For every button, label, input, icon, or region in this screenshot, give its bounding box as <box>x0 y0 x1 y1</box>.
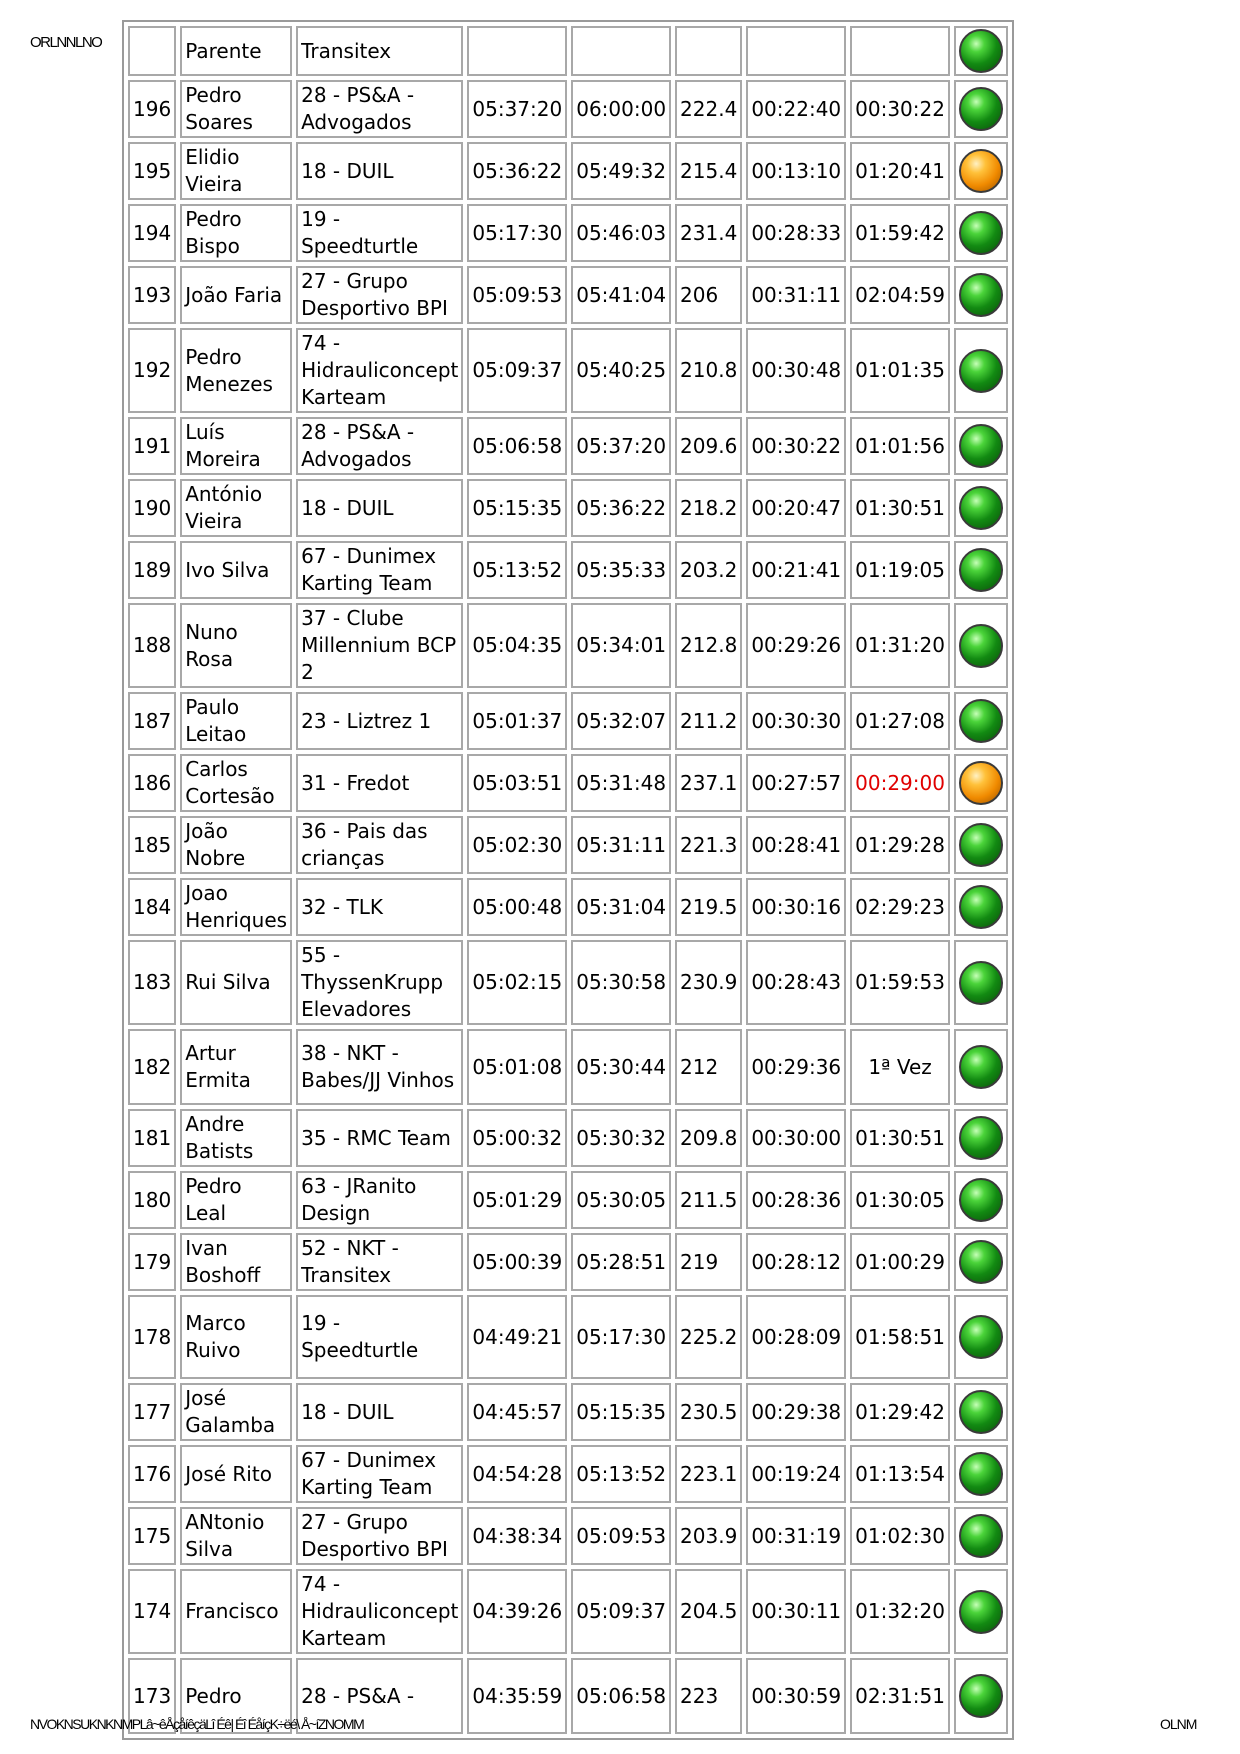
status-cell <box>954 328 1008 413</box>
driver-name-cell: Elidio Vieira <box>180 142 292 200</box>
start-time-cell: 05:13:52 <box>467 541 567 599</box>
status-cell <box>954 266 1008 324</box>
speed-cell: 204.5 <box>675 1569 742 1654</box>
best-time-cell: 01:58:51 <box>850 1295 950 1379</box>
table-row <box>128 204 1008 262</box>
end-time-cell: 05:49:32 <box>571 142 671 200</box>
start-time-cell: 05:04:35 <box>467 603 567 688</box>
status-cell <box>954 142 1008 200</box>
start-time-cell: 05:15:35 <box>467 479 567 537</box>
lap-number-cell: 187 <box>128 692 176 750</box>
best-time-cell: 01:19:05 <box>850 541 950 599</box>
speed-cell: 206 <box>675 266 742 324</box>
lap-duration-cell: 00:20:47 <box>746 479 846 537</box>
team-cell: 31 - Fredot <box>296 754 463 812</box>
team-cell: 18 - DUIL <box>296 1383 463 1441</box>
table-row <box>128 816 1008 874</box>
start-time-cell: 04:35:59 <box>467 1658 567 1734</box>
lap-duration-cell: 00:28:43 <box>746 940 846 1025</box>
start-time-cell: 05:00:39 <box>467 1233 567 1291</box>
table-row <box>128 328 1008 413</box>
best-time-cell: 01:27:08 <box>850 692 950 750</box>
laps-table-body <box>128 26 1008 1734</box>
end-time-cell: 05:31:48 <box>571 754 671 812</box>
status-cell <box>954 816 1008 874</box>
driver-name-cell: Parente <box>180 26 292 76</box>
driver-name-cell: João Nobre <box>180 816 292 874</box>
driver-name-cell: Paulo Leitao <box>180 692 292 750</box>
speed-cell: 219 <box>675 1233 742 1291</box>
page-footer-url: NVOKNSUKNKNMPLâ~êÅçåíêçäLî Éê| Éî ÉåíçK÷ëé\ Å~íZNOMM <box>30 1716 364 1732</box>
best-time-cell: 01:31:20 <box>850 603 950 688</box>
lap-duration-cell: 00:13:10 <box>746 142 846 200</box>
start-time-cell <box>467 26 567 76</box>
end-time-cell: 05:46:03 <box>571 204 671 262</box>
green-status-light-icon <box>959 29 1003 73</box>
status-cell <box>954 1029 1008 1105</box>
green-status-light-icon <box>959 1452 1003 1496</box>
lap-duration-cell: 00:30:30 <box>746 692 846 750</box>
lap-duration-cell: 00:22:40 <box>746 80 846 138</box>
driver-name-cell: Carlos Cortesão <box>180 754 292 812</box>
best-time-cell: 01:30:51 <box>850 1109 950 1167</box>
end-time-cell <box>571 26 671 76</box>
best-time-cell: 01:01:35 <box>850 328 950 413</box>
start-time-cell: 05:36:22 <box>467 142 567 200</box>
end-time-cell: 05:30:44 <box>571 1029 671 1105</box>
speed-cell: 209.6 <box>675 417 742 475</box>
team-cell: 28 - PS&A - <box>296 1658 463 1734</box>
table-row <box>128 142 1008 200</box>
lap-number-cell: 196 <box>128 80 176 138</box>
best-time-cell: 1ª Vez <box>850 1029 950 1105</box>
table-row <box>128 541 1008 599</box>
start-time-cell: 04:45:57 <box>467 1383 567 1441</box>
table-row <box>128 1569 1008 1654</box>
best-time-cell: 02:31:51 <box>850 1658 950 1734</box>
team-cell: 55 - ThyssenKrupp Elevadores <box>296 940 463 1025</box>
best-time-cell: 01:30:51 <box>850 479 950 537</box>
start-time-cell: 05:17:30 <box>467 204 567 262</box>
team-cell: 35 - RMC Team <box>296 1109 463 1167</box>
green-status-light-icon <box>959 211 1003 255</box>
status-cell <box>954 1507 1008 1565</box>
speed-cell: 212.8 <box>675 603 742 688</box>
best-time-cell: 01:29:28 <box>850 816 950 874</box>
orange-status-light-icon <box>959 761 1003 805</box>
speed-cell: 237.1 <box>675 754 742 812</box>
lap-number-cell: 194 <box>128 204 176 262</box>
best-time-cell: 01:32:20 <box>850 1569 950 1654</box>
end-time-cell: 05:09:37 <box>571 1569 671 1654</box>
lap-duration-cell: 00:28:09 <box>746 1295 846 1379</box>
driver-name-cell: Pedro <box>180 1658 292 1734</box>
end-time-cell: 05:17:30 <box>571 1295 671 1379</box>
lap-duration-cell: 00:28:33 <box>746 204 846 262</box>
lap-duration-cell: 00:28:12 <box>746 1233 846 1291</box>
end-time-cell: 05:34:01 <box>571 603 671 688</box>
table-row <box>128 754 1008 812</box>
table-row <box>128 1507 1008 1565</box>
speed-cell: 218.2 <box>675 479 742 537</box>
best-time-cell: 02:04:59 <box>850 266 950 324</box>
status-cell <box>954 417 1008 475</box>
lap-duration-cell <box>746 26 846 76</box>
green-status-light-icon <box>959 1590 1003 1634</box>
team-cell: 74 - Hidrauliconcept Karteam <box>296 328 463 413</box>
green-status-light-icon <box>959 885 1003 929</box>
end-time-cell: 05:31:04 <box>571 878 671 936</box>
speed-cell: 222.4 <box>675 80 742 138</box>
table-row <box>128 417 1008 475</box>
status-cell <box>954 878 1008 936</box>
lap-number-cell: 183 <box>128 940 176 1025</box>
driver-name-cell: Pedro Soares <box>180 80 292 138</box>
green-status-light-icon <box>959 1240 1003 1284</box>
lap-duration-cell: 00:21:41 <box>746 541 846 599</box>
lap-duration-cell: 00:28:41 <box>746 816 846 874</box>
driver-name-cell: João Faria <box>180 266 292 324</box>
lap-number-cell: 186 <box>128 754 176 812</box>
green-status-light-icon <box>959 823 1003 867</box>
lap-number-cell <box>128 26 176 76</box>
driver-name-cell: Rui Silva <box>180 940 292 1025</box>
start-time-cell: 05:00:32 <box>467 1109 567 1167</box>
lap-number-cell: 176 <box>128 1445 176 1503</box>
end-time-cell: 05:13:52 <box>571 1445 671 1503</box>
best-time-cell: 01:30:05 <box>850 1171 950 1229</box>
end-time-cell: 05:40:25 <box>571 328 671 413</box>
green-status-light-icon <box>959 961 1003 1005</box>
lap-number-cell: 180 <box>128 1171 176 1229</box>
status-cell <box>954 603 1008 688</box>
driver-name-cell: Luís Moreira <box>180 417 292 475</box>
team-cell: 28 - PS&A - Advogados <box>296 417 463 475</box>
team-cell: 19 - Speedturtle <box>296 204 463 262</box>
start-time-cell: 04:54:28 <box>467 1445 567 1503</box>
lap-duration-cell: 00:30:11 <box>746 1569 846 1654</box>
status-cell <box>954 1109 1008 1167</box>
green-status-light-icon <box>959 349 1003 393</box>
table-row <box>128 80 1008 138</box>
best-time-cell: 01:02:30 <box>850 1507 950 1565</box>
driver-name-cell: Marco Ruivo <box>180 1295 292 1379</box>
lap-duration-cell: 00:30:00 <box>746 1109 846 1167</box>
driver-name-cell: Pedro Menezes <box>180 328 292 413</box>
status-cell <box>954 80 1008 138</box>
table-row <box>128 1383 1008 1441</box>
speed-cell: 212 <box>675 1029 742 1105</box>
driver-name-cell: António Vieira <box>180 479 292 537</box>
table-row <box>128 1109 1008 1167</box>
start-time-cell: 05:00:48 <box>467 878 567 936</box>
status-cell <box>954 1233 1008 1291</box>
speed-cell: 223.1 <box>675 1445 742 1503</box>
table-row <box>128 266 1008 324</box>
lap-duration-cell: 00:29:38 <box>746 1383 846 1441</box>
lap-number-cell: 181 <box>128 1109 176 1167</box>
status-cell <box>954 479 1008 537</box>
driver-name-cell: José Galamba <box>180 1383 292 1441</box>
end-time-cell: 05:37:20 <box>571 417 671 475</box>
orange-status-light-icon <box>959 149 1003 193</box>
green-status-light-icon <box>959 1116 1003 1160</box>
status-cell <box>954 1295 1008 1379</box>
start-time-cell: 05:02:15 <box>467 940 567 1025</box>
driver-name-cell: Andre Batists <box>180 1109 292 1167</box>
green-status-light-icon <box>959 1315 1003 1359</box>
team-cell: 27 - Grupo Desportivo BPI <box>296 1507 463 1565</box>
lap-number-cell: 178 <box>128 1295 176 1379</box>
best-time-cell: 00:30:22 <box>850 80 950 138</box>
status-cell <box>954 204 1008 262</box>
start-time-cell: 05:03:51 <box>467 754 567 812</box>
speed-cell: 230.5 <box>675 1383 742 1441</box>
end-time-cell: 05:09:53 <box>571 1507 671 1565</box>
speed-cell: 210.8 <box>675 328 742 413</box>
lap-duration-cell: 00:19:24 <box>746 1445 846 1503</box>
lap-duration-cell: 00:30:59 <box>746 1658 846 1734</box>
status-cell <box>954 1383 1008 1441</box>
status-cell <box>954 754 1008 812</box>
lap-duration-cell: 00:31:19 <box>746 1507 846 1565</box>
lap-duration-cell: 00:27:57 <box>746 754 846 812</box>
lap-number-cell: 189 <box>128 541 176 599</box>
status-cell <box>954 1171 1008 1229</box>
end-time-cell: 05:28:51 <box>571 1233 671 1291</box>
green-status-light-icon <box>959 87 1003 131</box>
laps-table-viewport <box>122 38 1012 1708</box>
driver-name-cell: Joao Henriques <box>180 878 292 936</box>
lap-number-cell: 179 <box>128 1233 176 1291</box>
driver-name-cell: Pedro Leal <box>180 1171 292 1229</box>
lap-number-cell: 175 <box>128 1507 176 1565</box>
driver-name-cell: José Rito <box>180 1445 292 1503</box>
speed-cell: 215.4 <box>675 142 742 200</box>
best-time-cell: 01:20:41 <box>850 142 950 200</box>
start-time-cell: 04:39:26 <box>467 1569 567 1654</box>
driver-name-cell: Nuno Rosa <box>180 603 292 688</box>
team-cell: 27 - Grupo Desportivo BPI <box>296 266 463 324</box>
green-status-light-icon <box>959 699 1003 743</box>
driver-name-cell: Pedro Bispo <box>180 204 292 262</box>
best-time-cell: 01:59:53 <box>850 940 950 1025</box>
best-time-cell <box>850 26 950 76</box>
green-status-light-icon <box>959 1390 1003 1434</box>
speed-cell: 230.9 <box>675 940 742 1025</box>
table-row <box>128 1029 1008 1105</box>
team-cell: 18 - DUIL <box>296 479 463 537</box>
end-time-cell: 05:35:33 <box>571 541 671 599</box>
green-status-light-icon <box>959 548 1003 592</box>
team-cell: 74 - Hidrauliconcept Karteam <box>296 1569 463 1654</box>
green-status-light-icon <box>959 624 1003 668</box>
table-row <box>128 603 1008 688</box>
green-status-light-icon <box>959 1674 1003 1718</box>
team-cell: 63 - JRanito Design <box>296 1171 463 1229</box>
page-header-left: ORLNNLNO <box>30 34 102 51</box>
lap-number-cell: 191 <box>128 417 176 475</box>
start-time-cell: 05:02:30 <box>467 816 567 874</box>
best-time-cell: 01:13:54 <box>850 1445 950 1503</box>
green-status-light-icon <box>959 1045 1003 1089</box>
driver-name-cell: Francisco <box>180 1569 292 1654</box>
driver-name-cell: Artur Ermita <box>180 1029 292 1105</box>
end-time-cell: 05:31:11 <box>571 816 671 874</box>
table-row <box>128 878 1008 936</box>
table-row <box>128 26 1008 76</box>
best-time-cell: 01:29:42 <box>850 1383 950 1441</box>
start-time-cell: 05:37:20 <box>467 80 567 138</box>
green-status-light-icon <box>959 273 1003 317</box>
lap-number-cell: 192 <box>128 328 176 413</box>
end-time-cell: 05:32:07 <box>571 692 671 750</box>
start-time-cell: 05:01:37 <box>467 692 567 750</box>
lap-duration-cell: 00:29:26 <box>746 603 846 688</box>
lap-number-cell: 193 <box>128 266 176 324</box>
lap-number-cell: 174 <box>128 1569 176 1654</box>
lap-number-cell: 173 <box>128 1658 176 1734</box>
speed-cell: 223 <box>675 1658 742 1734</box>
speed-cell: 225.2 <box>675 1295 742 1379</box>
end-time-cell: 05:36:22 <box>571 479 671 537</box>
status-cell <box>954 541 1008 599</box>
status-cell <box>954 1658 1008 1734</box>
best-time-cell: 01:59:42 <box>850 204 950 262</box>
green-status-light-icon <box>959 1178 1003 1222</box>
lap-number-cell: 177 <box>128 1383 176 1441</box>
speed-cell: 203.2 <box>675 541 742 599</box>
team-cell: Transitex <box>296 26 463 76</box>
speed-cell <box>675 26 742 76</box>
start-time-cell: 05:06:58 <box>467 417 567 475</box>
lap-duration-cell: 00:30:16 <box>746 878 846 936</box>
team-cell: 28 - PS&A - Advogados <box>296 80 463 138</box>
status-cell <box>954 692 1008 750</box>
end-time-cell: 05:41:04 <box>571 266 671 324</box>
team-cell: 32 - TLK <box>296 878 463 936</box>
end-time-cell: 06:00:00 <box>571 80 671 138</box>
status-cell <box>954 1569 1008 1654</box>
lap-duration-cell: 00:29:36 <box>746 1029 846 1105</box>
team-cell: 36 - Pais das crianças <box>296 816 463 874</box>
end-time-cell: 05:30:58 <box>571 940 671 1025</box>
driver-name-cell: ANtonio Silva <box>180 1507 292 1565</box>
end-time-cell: 05:15:35 <box>571 1383 671 1441</box>
speed-cell: 231.4 <box>675 204 742 262</box>
team-cell: 18 - DUIL <box>296 142 463 200</box>
laps-table <box>122 20 1014 1740</box>
team-cell: 38 - NKT - Babes/JJ Vinhos <box>296 1029 463 1105</box>
speed-cell: 203.9 <box>675 1507 742 1565</box>
speed-cell: 211.5 <box>675 1171 742 1229</box>
lap-duration-cell: 00:28:36 <box>746 1171 846 1229</box>
speed-cell: 211.2 <box>675 692 742 750</box>
lap-number-cell: 195 <box>128 142 176 200</box>
page-footer-page-number: OLNM <box>1160 1716 1197 1732</box>
best-time-cell: 02:29:23 <box>850 878 950 936</box>
lap-duration-cell: 00:30:48 <box>746 328 846 413</box>
team-cell: 67 - Dunimex Karting Team <box>296 1445 463 1503</box>
start-time-cell: 04:38:34 <box>467 1507 567 1565</box>
green-status-light-icon <box>959 424 1003 468</box>
table-row <box>128 1295 1008 1379</box>
table-row <box>128 1171 1008 1229</box>
start-time-cell: 05:01:29 <box>467 1171 567 1229</box>
speed-cell: 209.8 <box>675 1109 742 1167</box>
end-time-cell: 05:30:32 <box>571 1109 671 1167</box>
start-time-cell: 04:49:21 <box>467 1295 567 1379</box>
table-row <box>128 479 1008 537</box>
lap-number-cell: 190 <box>128 479 176 537</box>
status-cell <box>954 26 1008 76</box>
lap-number-cell: 188 <box>128 603 176 688</box>
team-cell: 52 - NKT - Transitex <box>296 1233 463 1291</box>
lap-duration-cell: 00:30:22 <box>746 417 846 475</box>
start-time-cell: 05:09:37 <box>467 328 567 413</box>
lap-number-cell: 182 <box>128 1029 176 1105</box>
green-status-light-icon <box>959 486 1003 530</box>
green-status-light-icon <box>959 1514 1003 1558</box>
lap-duration-cell: 00:31:11 <box>746 266 846 324</box>
end-time-cell: 05:06:58 <box>571 1658 671 1734</box>
start-time-cell: 05:01:08 <box>467 1029 567 1105</box>
driver-name-cell: Ivan Boshoff <box>180 1233 292 1291</box>
best-time-cell: 00:29:00 <box>850 754 950 812</box>
start-time-cell: 05:09:53 <box>467 266 567 324</box>
team-cell: 37 - Clube Millennium BCP 2 <box>296 603 463 688</box>
lap-number-cell: 185 <box>128 816 176 874</box>
table-row <box>128 692 1008 750</box>
team-cell: 67 - Dunimex Karting Team <box>296 541 463 599</box>
status-cell <box>954 1445 1008 1503</box>
speed-cell: 219.5 <box>675 878 742 936</box>
table-row <box>128 1445 1008 1503</box>
table-row <box>128 1233 1008 1291</box>
end-time-cell: 05:30:05 <box>571 1171 671 1229</box>
driver-name-cell: Ivo Silva <box>180 541 292 599</box>
team-cell: 19 - Speedturtle <box>296 1295 463 1379</box>
best-time-cell: 01:01:56 <box>850 417 950 475</box>
team-cell: 23 - Liztrez 1 <box>296 692 463 750</box>
lap-number-cell: 184 <box>128 878 176 936</box>
status-cell <box>954 940 1008 1025</box>
table-row <box>128 940 1008 1025</box>
speed-cell: 221.3 <box>675 816 742 874</box>
best-time-cell: 01:00:29 <box>850 1233 950 1291</box>
